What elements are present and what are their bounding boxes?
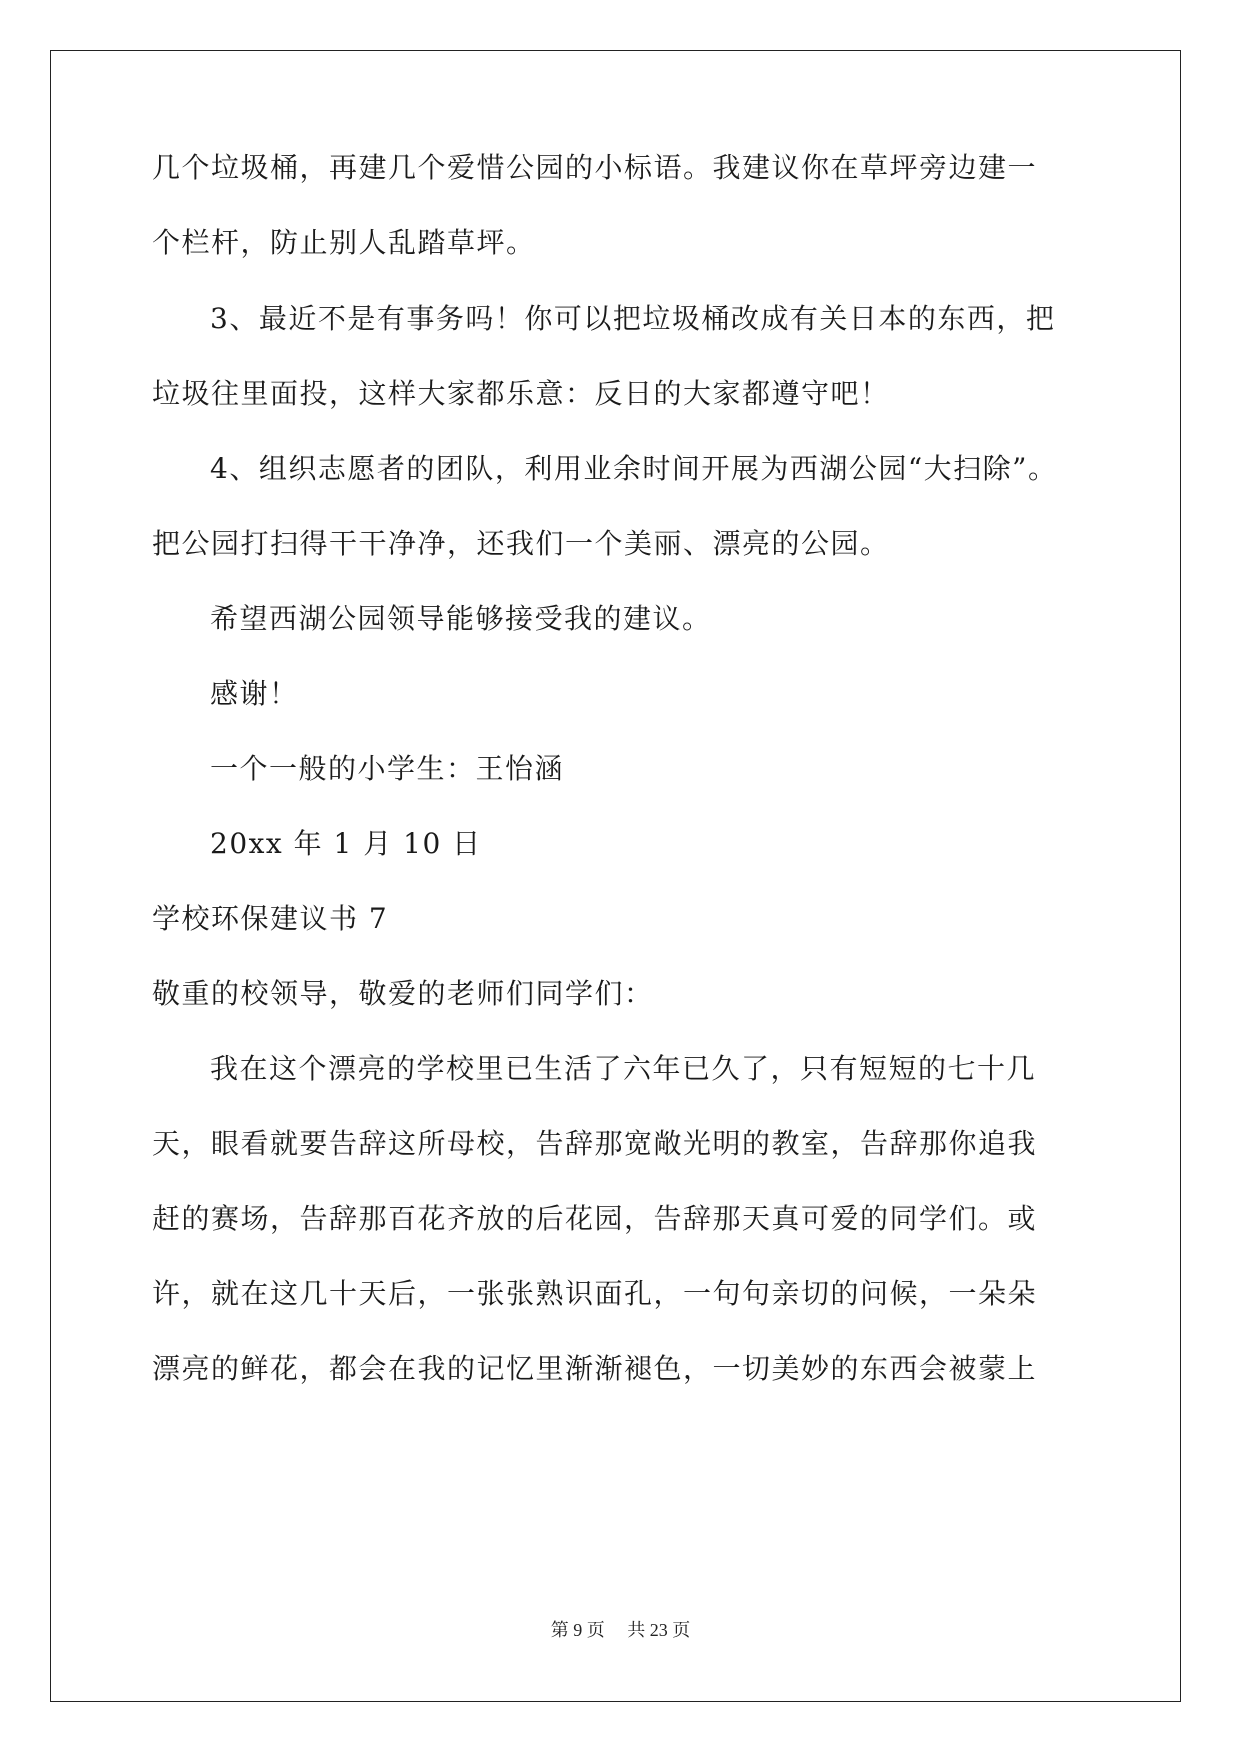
section-heading: 学校环保建议书 7 [152, 902, 389, 935]
page-footer [0, 1616, 1241, 1642]
text-line: 3、最近不是有事务吗！你可以把垃圾桶改成有关日本的东西，把 [210, 302, 1056, 335]
page-total: 共 23 页 [627, 1620, 691, 1640]
date-line: 20xx 年 1 月 10 日 [210, 827, 482, 860]
text-line: 几个垃圾桶，再建几个爱惜公园的小标语。我建议你在草坪旁边建一 [152, 151, 1038, 184]
text-line: 个栏杆，防止别人乱踏草坪。 [152, 226, 536, 259]
page-border [50, 50, 1181, 1702]
text-line: 许，就在这几十天后，一张张熟识面孔，一句句亲切的问候，一朵朵 [152, 1277, 1038, 1310]
text-line: 赶的赛场，告辞那百花齐放的后花园，告辞那天真可爱的同学们。或 [152, 1202, 1038, 1235]
signature-line: 一个一般的小学生：王怡涵 [210, 752, 565, 785]
text-line: 天，眼看就要告辞这所母校，告辞那宽敞光明的教室，告辞那你追我 [152, 1127, 1038, 1160]
text-line: 把公园打扫得干干净净，还我们一个美丽、漂亮的公园。 [152, 527, 890, 560]
text-line: 希望西湖公园领导能够接受我的建议。 [210, 602, 712, 635]
salutation: 敬重的校领导，敬爱的老师们同学们： [152, 977, 654, 1010]
text-line: 垃圾往里面投，这样大家都乐意：反日的大家都遵守吧！ [152, 377, 890, 410]
text-line: 4、组织志愿者的团队，利用业余时间开展为西湖公园“大扫除”。 [210, 452, 1058, 485]
text-line: 我在这个漂亮的学校里已生活了六年已久了，只有短短的七十几 [210, 1052, 1037, 1085]
text-line: 漂亮的鲜花，都会在我的记忆里渐渐褪色，一切美妙的东西会被蒙上 [152, 1352, 1038, 1385]
text-line: 感谢！ [210, 677, 299, 710]
page-number: 第 9 页 [550, 1620, 605, 1640]
